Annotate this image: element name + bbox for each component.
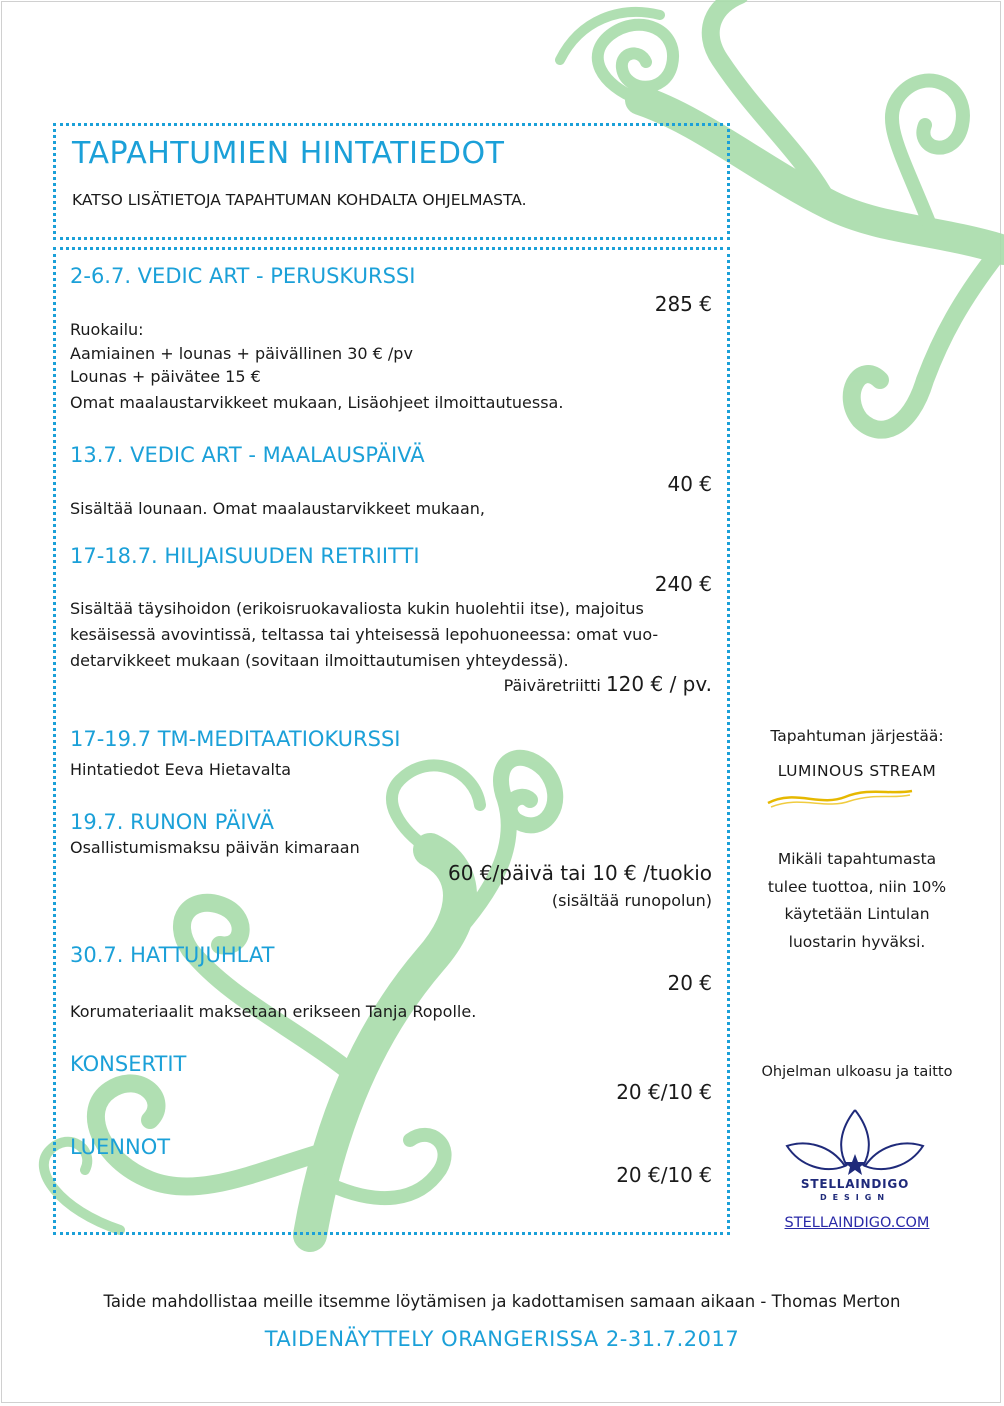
designer-link-wrap	[742, 1212, 972, 1231]
event-heading-retriitti: 17-18.7. HILJAISUUDEN RETRIITTI	[70, 544, 420, 568]
charity-line: tulee tuottoa, niin 10%	[767, 877, 947, 896]
event-note-runopolku: (sisältää runopolun)	[551, 891, 712, 910]
event-text-line: kesäisessä avovintissä, teltassa tai yhteisessä lepohuoneessa: omat vuo-	[70, 625, 659, 644]
designer-link[interactable]: STELLAINDIGO.COM	[784, 1215, 930, 1231]
charity-line: Mikäli tapahtumasta	[777, 850, 937, 868]
day-retreat-price: 120 € / pv.	[605, 672, 712, 696]
day-retreat-price-line	[504, 672, 712, 699]
event-heading-hattujuhlat: 30.7. HATTUJUHLAT	[70, 943, 275, 967]
event-price-vedic-peruskurssi: 285 €	[654, 292, 712, 316]
day-retreat-label: Päiväretriitti	[503, 676, 601, 695]
event-price-vedic-maalauspaiva: 40 €	[667, 472, 712, 496]
page-subtitle: KATSO LISÄTIETOJA TAPAHTUMAN KOHDALTA OHJELMASTA.	[72, 191, 527, 209]
charity-line: käytetään Lintulan	[784, 905, 930, 923]
event-heading-runon-paiva: 19.7. RUNON PÄIVÄ	[70, 810, 274, 834]
events-box	[53, 247, 730, 1235]
event-text-line: Sisältää lounaan. Omat maalaustarvikkeet mukaan,	[70, 499, 485, 518]
event-text-line: Omat maalaustarvikkeet mukaan, Lisäohjeet ilmoittautuessa.	[70, 393, 564, 412]
event-heading-vedic-peruskurssi: 2-6.7. VEDIC ART - PERUSKURSSI	[70, 264, 416, 288]
logo-wordmark: STELLAINDIGO	[800, 1177, 910, 1191]
event-text-line: Ruokailu:	[70, 320, 144, 339]
header-box	[53, 123, 730, 240]
organizer-label: Tapahtuman järjestää:	[770, 727, 944, 745]
wave-icon	[765, 785, 915, 811]
event-text-line: detarvikkeet mukaan (sovitaan ilmoittautumisen yhteydessä).	[70, 651, 569, 670]
event-heading-konsertit: KONSERTIT	[70, 1052, 187, 1076]
event-text-line: Sisältää täysihoidon (erikoisruokavaliosta kukin huolehtii itse), majoitus	[70, 599, 644, 618]
charity-line: luostarin hyväksi.	[788, 932, 926, 951]
organizer-name: LUMINOUS STREAM	[777, 762, 937, 780]
stellaindigo-logo-icon	[785, 1104, 925, 1214]
event-text-line: Korumateriaalit maksetaan erikseen Tanja Ropolle.	[70, 1002, 477, 1021]
layout-credit: Ohjelman ulkoasu ja taitto	[761, 1064, 953, 1080]
event-price-konsertit: 20 €/10 €	[616, 1080, 712, 1104]
event-heading-luennot: LUENNOT	[70, 1135, 171, 1159]
event-heading-tm-meditaatio: 17-19.7 TM-MEDITAATIOKURSSI	[70, 727, 401, 751]
event-price-luennot: 20 €/10 €	[616, 1163, 712, 1187]
event-price-runon-paiva: 60 €/päivä tai 10 € /tuokio	[448, 861, 712, 885]
event-text-line: Osallistumismaksu päivän kimaraan	[70, 838, 360, 857]
event-heading-vedic-maalauspaiva: 13.7. VEDIC ART - MAALAUSPÄIVÄ	[70, 443, 425, 467]
event-price-retriitti: 240 €	[654, 572, 712, 596]
footer-exhibition: TAIDENÄYTTELY ORANGERISSA 2-31.7.2017	[264, 1327, 740, 1351]
logo-subword: DESIGN	[819, 1193, 891, 1202]
event-text-line: Lounas + päivätee 15 €	[70, 367, 261, 386]
charity-note	[742, 846, 972, 956]
event-text-line: Hintatiedot Eeva Hietavalta	[70, 760, 292, 779]
event-price-hattujuhlat: 20 €	[667, 971, 712, 995]
quote: Taide mahdollistaa meille itsemme löytämisen ja kadottamisen samaan aikaan - Thomas Merton	[103, 1292, 901, 1311]
page-title: TAPAHTUMIEN HINTATIEDOT	[72, 136, 505, 171]
event-text-line: Aamiainen + lounas + päivällinen 30 € /pv	[70, 344, 413, 363]
